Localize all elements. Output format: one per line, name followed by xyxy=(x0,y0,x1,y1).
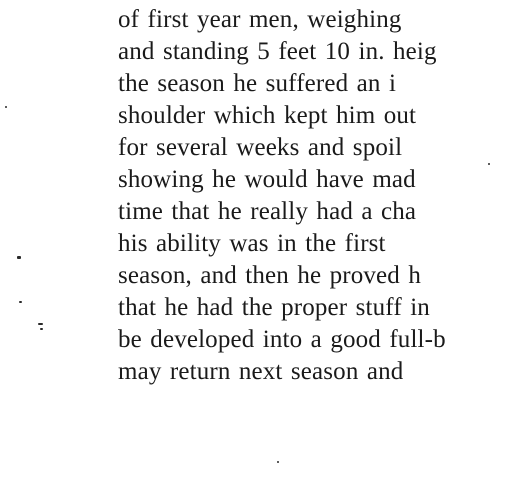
text-line-12: may return next season and xyxy=(118,358,404,385)
text-line-3: the season he suffered an i xyxy=(118,70,397,97)
text-line-4: shoulder which kept him out xyxy=(118,102,417,129)
text-line-8: his ability was in the first xyxy=(118,230,386,257)
scan-speck xyxy=(38,323,43,325)
text-line-2: and standing 5 feet 10 in. heig xyxy=(118,38,437,65)
scan-speck xyxy=(19,301,22,303)
scan-speck xyxy=(488,163,490,165)
text-line-9: season, and then he proved h xyxy=(118,262,422,289)
scan-speck xyxy=(40,328,43,330)
scan-speck xyxy=(17,256,21,259)
text-line-11: be developed into a good full-b xyxy=(118,326,446,353)
text-line-5: for several weeks and spoil xyxy=(118,134,403,161)
scan-speck xyxy=(277,461,279,463)
article-text xyxy=(118,4,512,388)
text-line-1: of first year men, weighing xyxy=(118,6,402,33)
text-line-6: showing he would have mad xyxy=(118,166,416,193)
text-line-7: time that he really had a cha xyxy=(118,198,417,225)
scan-speck xyxy=(5,106,7,108)
text-line-10: that he had the proper stuff in xyxy=(118,294,430,321)
